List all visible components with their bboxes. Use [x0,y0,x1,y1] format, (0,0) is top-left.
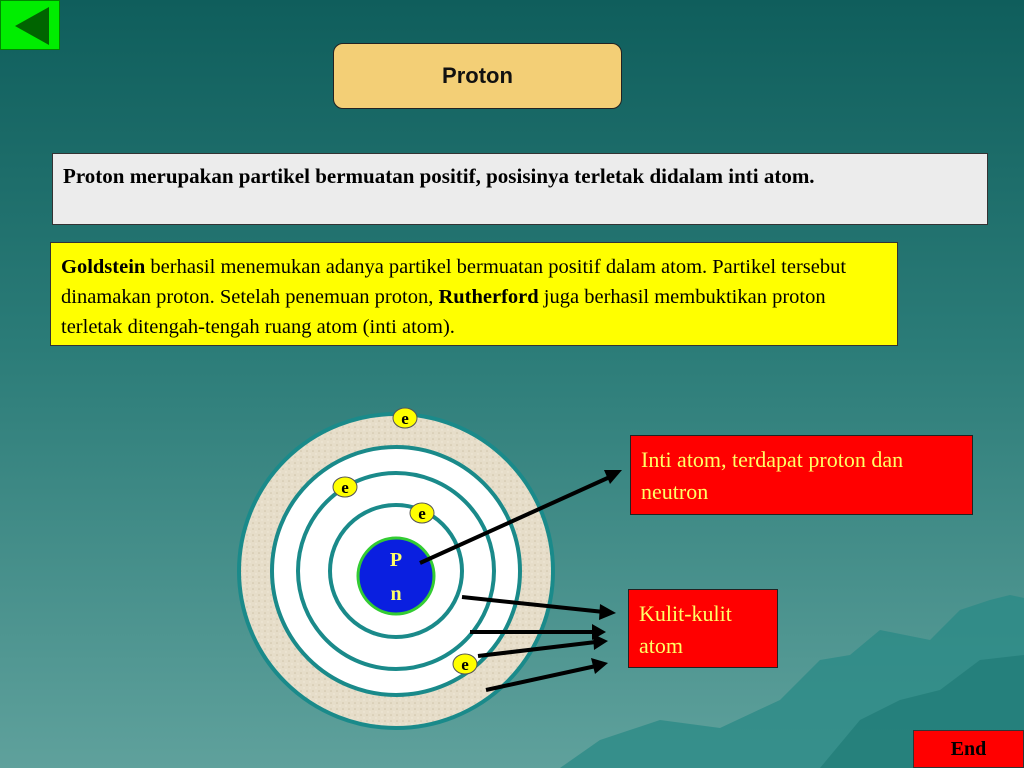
label-nucleus: Inti atom, terdapat proton dan neutron [630,435,973,515]
electron [410,503,434,523]
label-shells: Kulit-kulit atom [628,589,778,668]
svg-text:e: e [401,409,409,428]
electron [453,654,477,674]
nucleus-n: n [390,583,402,605]
electron [333,477,357,497]
end-button[interactable]: End [913,730,1024,768]
electron [393,408,417,428]
definition-text: Proton merupakan partikel bermuatan positif, posisinya terletak didalam inti atom. [63,164,815,188]
scientist-rutherford: Rutherford [438,286,539,308]
svg-text:e: e [341,478,349,497]
page-title: Proton [333,43,622,109]
scientist-goldstein: Goldstein [61,256,146,278]
svg-text:e: e [461,655,469,674]
svg-text:e: e [418,504,426,523]
nucleus-p: P [389,549,403,571]
info-text-2: juga berhasil membuktikan proton terletak ditengah-tengah ruang atom (inti atom). [61,286,826,338]
info-text-1: berhasil menemukan adanya partikel bermuatan positif dalam atom. Partikel tersebut dinamakan proton. Setelah penemuan proton, [61,256,847,308]
